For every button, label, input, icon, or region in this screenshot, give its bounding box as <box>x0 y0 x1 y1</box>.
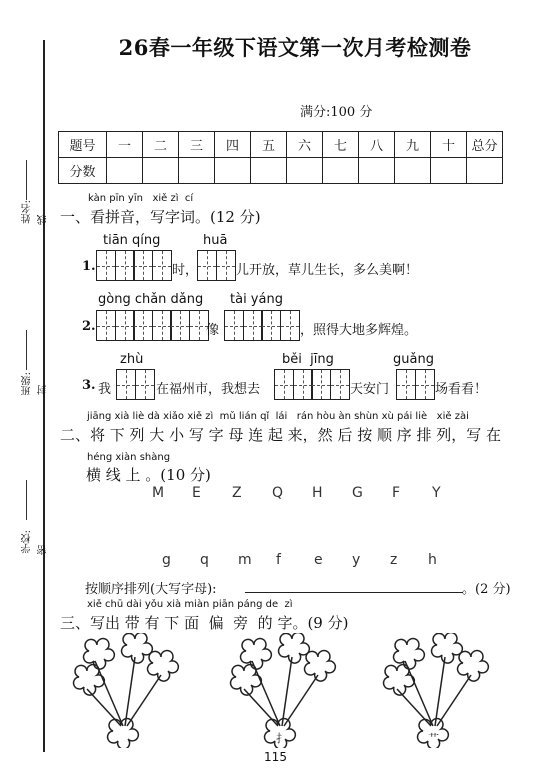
petal-flower-icon <box>122 633 153 663</box>
writing-cell[interactable] <box>330 369 350 400</box>
uppercase-letters <box>152 485 452 501</box>
table-cell: 四 <box>215 132 251 158</box>
petal-flower-icon <box>241 639 272 670</box>
uppercase-letter[interactable]: F <box>392 485 401 501</box>
q1-pinyin-a: tiān qíng <box>103 233 161 248</box>
score-input-cell[interactable] <box>107 158 143 184</box>
writing-cell[interactable] <box>115 250 135 281</box>
uppercase-letter[interactable]: H <box>312 485 323 501</box>
order-answer-line[interactable] <box>245 592 463 593</box>
section2-pinyin: jiāng xià liè dà xiǎo xiě zì mǔ lián qǐ lái rán hòu àn shùn xù pái liè xiě zài <box>87 411 469 422</box>
score-input-cell[interactable] <box>251 158 287 184</box>
lowercase-letter[interactable]: g <box>162 552 171 568</box>
writing-cell[interactable] <box>116 369 136 400</box>
table-cell: 六 <box>287 132 323 158</box>
table-cell: 二 <box>143 132 179 158</box>
table-cell: 总分 <box>467 132 503 158</box>
section3-pinyin: xiě chū dài yǒu xià miàn piān páng de zì <box>87 599 293 610</box>
writing-cell[interactable] <box>170 310 190 341</box>
section1-pinyin: kàn pīn yīn xiě zì cí <box>88 193 194 204</box>
writing-cell[interactable] <box>216 250 236 281</box>
writing-cell[interactable] <box>152 310 172 341</box>
page-title: 26春一年级下语文第一次月考检测卷 <box>118 35 472 60</box>
name-field[interactable] <box>26 160 27 200</box>
class-label: 班级: <box>22 372 33 396</box>
score-input-cell[interactable] <box>179 158 215 184</box>
lowercase-letter[interactable]: q <box>200 552 209 568</box>
q2-answer-grid-a[interactable] <box>96 310 208 341</box>
section2-pinyin-2: héng xiàn shàng <box>87 452 171 463</box>
q3-text-c: 场看看！ <box>435 382 488 397</box>
q1-text-b: 儿开放，草儿生长，多么美啊！ <box>236 263 419 278</box>
table-cell: 八 <box>359 132 395 158</box>
class-field[interactable] <box>26 330 27 370</box>
writing-cell[interactable] <box>135 369 155 400</box>
school-label: 学校: <box>22 530 33 554</box>
writing-cell[interactable] <box>261 310 281 341</box>
writing-cell[interactable] <box>152 250 172 281</box>
table-cell: 七 <box>323 132 359 158</box>
writing-cell[interactable] <box>274 369 294 400</box>
lowercase-letter[interactable]: h <box>428 552 437 568</box>
center-flower-icon <box>108 719 139 748</box>
petal-flower-icon <box>458 651 489 682</box>
sealed-mark: 密 <box>38 545 49 555</box>
score-input-cell[interactable] <box>323 158 359 184</box>
q2-text-b: ，照得大地多辉煌。 <box>300 323 418 338</box>
q3-text-a: 在福州市，我想去 <box>156 382 261 397</box>
petal-flower-icon <box>305 651 336 682</box>
writing-cell[interactable] <box>96 250 116 281</box>
q1-number: 1. <box>82 259 96 274</box>
petal-flower-icon <box>279 633 310 663</box>
q3-answer-grid-b[interactable] <box>274 369 348 400</box>
page-number: 115 <box>264 750 287 764</box>
q2-pinyin-b: tài yáng <box>230 292 283 307</box>
seal-mark: 封 <box>38 385 49 395</box>
full-mark: 满分:100 分 <box>300 105 373 120</box>
name-label: 姓名: <box>22 200 33 224</box>
writing-cell[interactable] <box>133 250 153 281</box>
school-field[interactable] <box>26 480 27 520</box>
q1-pinyin-b: huā <box>203 233 228 248</box>
writing-cell[interactable] <box>133 310 153 341</box>
petal-flower-icon <box>148 651 179 682</box>
binding-line <box>43 40 45 752</box>
radical-label: 扌 <box>276 732 287 745</box>
score-input-cell[interactable] <box>467 158 503 184</box>
score-input-cell[interactable] <box>287 158 323 184</box>
order-prompt: 按顺序排列(大写字母): <box>85 582 217 597</box>
section1-heading: 一、看拼音，写字词。(12 分) <box>60 208 261 226</box>
section3-heading: 三、写出 带 有 下 面 偏 旁 的 字。(9 分) <box>60 614 349 632</box>
table-cell: 九 <box>395 132 431 158</box>
score-table <box>58 131 503 184</box>
writing-cell[interactable] <box>311 369 331 400</box>
score-input-cell[interactable] <box>431 158 467 184</box>
q3-answer-grid-a[interactable] <box>116 369 153 400</box>
q3-lead: 我 <box>98 382 112 397</box>
table-cell: 分数 <box>59 158 107 184</box>
score-input-cell[interactable] <box>215 158 251 184</box>
q3-text-b: 天安门 <box>350 382 390 397</box>
writing-cell[interactable] <box>415 369 435 400</box>
q2-number: 2. <box>82 319 96 334</box>
q3-pinyin-a: zhù <box>120 352 144 367</box>
uppercase-letter[interactable]: E <box>192 485 201 501</box>
petal-flower-icon <box>84 639 115 670</box>
q1-answer-grid-b[interactable] <box>197 250 234 281</box>
q3-pinyin-c: guǎng <box>393 352 434 367</box>
writing-cell[interactable] <box>293 369 313 400</box>
uppercase-letter[interactable]: Q <box>272 485 284 501</box>
score-input-cell[interactable] <box>395 158 431 184</box>
score-table-header-row <box>59 132 503 158</box>
radical-label: 艹 <box>428 732 439 745</box>
table-cell: 三 <box>179 132 215 158</box>
writing-cell[interactable] <box>96 310 116 341</box>
q3-pinyin-b: běi jīng <box>282 352 334 367</box>
q1-answer-grid-a[interactable] <box>96 250 170 281</box>
uppercase-letter[interactable]: Z <box>232 485 242 501</box>
writing-cell[interactable] <box>243 310 263 341</box>
lowercase-letter[interactable]: z <box>390 552 398 568</box>
writing-cell[interactable] <box>197 250 217 281</box>
table-cell: 十 <box>431 132 467 158</box>
lowercase-letter[interactable]: y <box>352 552 361 568</box>
uppercase-letter[interactable]: M <box>152 485 165 501</box>
score-input-cell[interactable] <box>359 158 395 184</box>
table-cell: 题号 <box>59 132 107 158</box>
uppercase-letter[interactable]: Y <box>432 485 441 501</box>
petal-flower-icon <box>394 639 425 670</box>
writing-cell[interactable] <box>115 310 135 341</box>
uppercase-letter[interactable]: G <box>352 485 363 501</box>
section2-heading-2: 横 线 上 。(10 分) <box>86 466 211 484</box>
q1-text-a: 时， <box>172 263 199 278</box>
lowercase-letter[interactable]: m <box>238 552 252 568</box>
writing-cell[interactable] <box>224 310 244 341</box>
petal-flower-icon <box>432 633 463 663</box>
order-points: 。(2 分) <box>462 582 511 597</box>
writing-cell[interactable] <box>396 369 416 400</box>
lowercase-letter[interactable]: f <box>276 552 281 568</box>
table-cell: 五 <box>251 132 287 158</box>
radical-flower-diagram <box>65 633 185 748</box>
score-table-score-row <box>59 158 503 184</box>
score-input-cell[interactable] <box>143 158 179 184</box>
section2-heading: 二、将 下 列 大 小 写 字 母 连 起 来，然 后 按 顺 序 排 列，写 在 <box>60 426 502 444</box>
q3-answer-grid-c[interactable] <box>396 369 433 400</box>
q3-number: 3. <box>82 378 96 393</box>
table-cell: 一 <box>107 132 143 158</box>
q2-text-a: 像 <box>206 323 220 338</box>
line-mark: 线 <box>38 215 49 225</box>
lowercase-letters <box>162 552 448 568</box>
q2-answer-grid-b[interactable] <box>224 310 298 341</box>
writing-cell[interactable] <box>280 310 300 341</box>
q2-pinyin-a: gòng chǎn dǎng <box>98 292 204 307</box>
lowercase-letter[interactable]: e <box>314 552 323 568</box>
